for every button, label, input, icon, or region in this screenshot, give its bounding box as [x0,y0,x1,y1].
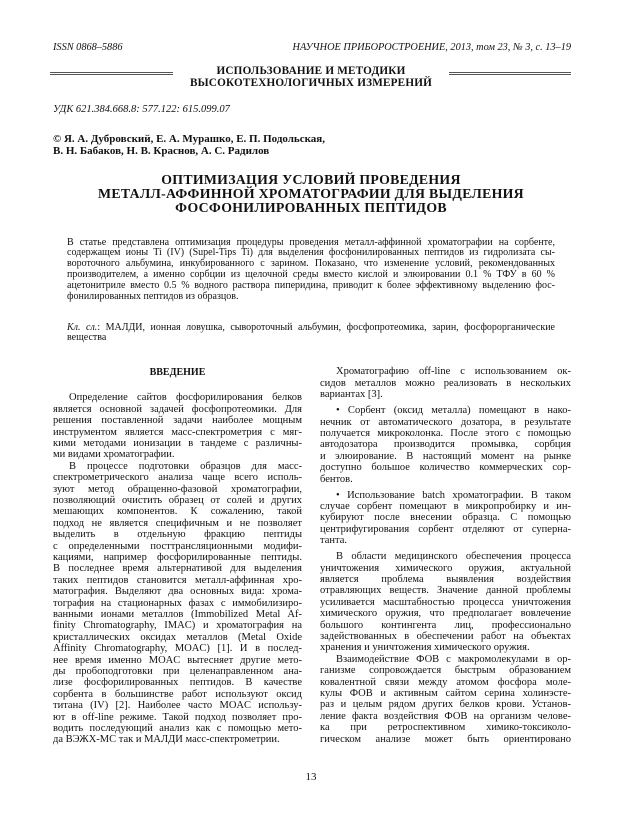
text-line: большого контингента лиц, профессионально [320,619,571,631]
text-line: водить последующий анализ как с помощью мето- [53,723,302,735]
text-line: ка при ретроспективном химико-токсиколо- [320,722,571,734]
text-line: доступно большое количество коммерческих сор- [320,462,571,474]
text-line: хранения и уничтожения химического оружия. [320,642,530,654]
authors-line: © Я. А. Дубровский, Е. А. Мурашко, Е. П. Подольская, [53,133,326,145]
paragraph [320,490,571,547]
text-line: мешающих компонентов. К сожалению, такой [53,506,302,518]
text-line: Хроматографию off-line с использованием ок- [336,366,571,378]
abstract-line: В статье представлена оптимизация процедуры проведения металл-аффинной хроматографии на сорбенте, [67,236,555,248]
text-line: да ВЭЖХ-МС так и МАЛДИ масс-спектрометрии. [53,734,280,746]
text-line: кубируют после внесении образца. С помощью [320,512,571,524]
paragraph [320,654,571,745]
title-line: МЕТАЛЛ-АФФИННОЙ ХРОМАТОГРАФИИ ДЛЯ ВЫДЕЛЕНИЯ [98,186,524,201]
keywords-text: : МАЛДИ, ионная ловушка, сывороточный альбумин, фосфопротеомика, зарин, фосфорорганические [97,321,555,333]
text-line: лизе фосфорилированных пептидов. В качестве [53,677,302,689]
text-line: таких пептидов становится металл-аффинная хро- [53,574,302,586]
paragraph [320,551,571,654]
issn: ISSN 0868–5886 [53,42,123,53]
keywords-line [67,323,555,334]
authors [53,134,325,157]
paragraph [320,405,571,485]
text-line: нее время именно MOAC вытесняет другие мето- [53,654,302,666]
paragraph [53,392,302,460]
text-line: • Сорбент (оксид металла) помещают в нако- [336,405,571,417]
text-line: ковалентной связи между атомом фосфора моле- [320,676,571,688]
text-line: химического оружия, что предполагает вовлечение [320,608,571,620]
text-line: ми видами хроматографии. [53,449,175,461]
text-line: и элюирование. В настоящий момент на рынке [320,450,571,462]
text-line: отравляющих веществ. Значение данной проблемы [320,585,571,597]
section-heading-line: ИСПОЛЬЗОВАНИЕ И МЕТОДИКИ [216,65,406,77]
text-line: с определенными посттрансляционными модифи- [53,540,302,552]
introduction-heading: ВВЕДЕНИЕ [149,366,206,378]
paragraph [53,461,302,746]
text-line: finity Chromatography, IMAC) и хроматография на [53,620,302,632]
abstract-line: содержащем ионы Ti (IV) (Supel-Tips Ti) для выделения фосфонилированных пептидов из гидролизата сы- [67,247,555,259]
article-title [60,173,562,215]
text-line: кулы ФОВ и активным сайтом серина холинэсте- [320,688,571,700]
abstract [67,238,555,303]
text-line: В последнее время альтернативой для выделения [53,563,302,575]
page-number: 13 [305,771,317,783]
text-line: Affinity Chromatography, MOAC) [1]. И в послед- [53,643,302,655]
text-line: кими методами ионизации в тандеме с различны- [53,437,302,449]
text-line: гическом анализе может быть ориентировано [320,733,571,745]
abstract-line: вороточного альбумина, инкубированного с зарином. Показано, что изменение условий, рекомендованных [67,258,555,270]
authors-line: В. Н. Бабаков, Н. В. Краснов, А. С. Радилов [53,144,270,157]
text-line: Взаимодействие ФОВ с макромолекулами в ор- [336,653,571,665]
text-line: ды пробоподготовки при целенаправленном ана- [53,666,302,678]
text-line: задействованных в обеспечении работ на объектах [320,631,571,643]
text-line: ют в off-line режиме. Такой подход позволяет про- [53,711,302,723]
text-line: ление факта воздействия ФОВ на организм челове- [320,710,571,722]
text-line: танта. [320,535,347,547]
text-line: Определение сайтов фосфорилирования белков [69,392,302,404]
text-line: нечник от автоматического дозатора, в результате [320,416,571,428]
text-line: В области медицинского обеспечения процесса [336,551,571,563]
section-heading-line: ВЫСОКОТЕХНОЛОГИЧНЫХ ИЗМЕРЕНИЙ [189,76,433,89]
text-line: кристаллических оксидах металлов (Metal Oxide [53,631,302,643]
text-line: автодозатора производится промывка, сорбция [320,439,571,451]
udk-code: УДК 621.384.668.8: 577.122: 615.099.07 [53,104,230,115]
title-line: ОПТИМИЗАЦИЯ УСЛОВИЙ ПРОВЕДЕНИЯ [161,172,461,187]
text-line: подход не является специфичным и не позволяет [53,517,302,529]
text-line: раз и целым рядом других белков крови. Установ- [320,699,571,711]
text-line: ванными ионами металлов (Immobilized Metal Af- [53,609,302,621]
text-line: позволяющий очистить образец от солей и других [53,494,302,506]
text-line: зуют метод обращенно-фазовой хроматографии, [53,483,302,495]
text-line: случае сорбент помещают в микропробирку и ин- [320,500,571,512]
left-column [53,392,302,746]
keywords-line: вещества [67,332,107,344]
section-heading [150,66,472,89]
text-line: тография на стационарных фазах с иммобилизиро- [53,597,302,609]
text-line: является проблема выявления воздействия [320,573,571,585]
text-line: усиливается масштабностью процесса уничтожения [320,596,571,608]
keywords-label: Кл. сл. [67,321,98,333]
right-column [320,366,571,745]
text-line: титана (IV) [2]. Наиболее часто MOAC использу- [53,700,302,712]
text-line: центрифугирования сорбент отделяют от суперна- [320,523,571,535]
text-line: сорбента в большинстве работ используют оксид [53,688,302,700]
text-line: получается микроколонка. После этого с помощью [320,427,571,439]
abstract-line: ацетонитриле вместо 0.5 % водного раствора пиперидина, приводит к более эффективному выделению фос- [67,279,555,291]
abstract-line: фонилированных пептидов из образцов. [67,290,239,302]
text-line: • Использование batch хроматографии. В таком [336,489,571,501]
paragraph [320,366,571,400]
abstract-line: производителем, а именно сорбции из щелочной среды вместо кислой и элюировании 0.1 % ТФУ в 60 % [67,268,555,280]
text-line: кациями, например фосфорилированные пептиды. [53,551,302,563]
text-line: В процессе подготовки образцов для масс- [69,460,302,472]
keywords [67,323,555,345]
title-line: ФОСФОНИЛИРОВАННЫХ ПЕПТИДОВ [175,200,447,215]
text-line: является основной задачей фосфопротеомики. Для [53,403,302,415]
text-line: спектрометрического анализа чаще всего исполь- [53,472,302,484]
text-line: выделить в отдельную фракцию пептиды [53,529,302,541]
text-line: вариантах [3]. [320,389,383,401]
text-line: инструментом является масс-спектрометрия с мяг- [53,426,302,438]
text-line: бентов. [320,473,353,485]
text-line: матография. Выделяют два основных вида: хрома- [53,586,302,598]
journal-citation: НАУЧНОЕ ПРИБОРОСТРОЕНИЕ, 2013, том 23, № 3, с. 13–19 [292,42,571,53]
text-line: уничтожения химического оружия, актуальной [320,562,571,574]
text-line: ганизме сопровождается быстрым образованием [320,665,571,677]
text-line: сидов металлов можно реализовать в нескольких [320,377,571,389]
text-line: решения поставленной задачи наиболее мощным [53,415,302,427]
